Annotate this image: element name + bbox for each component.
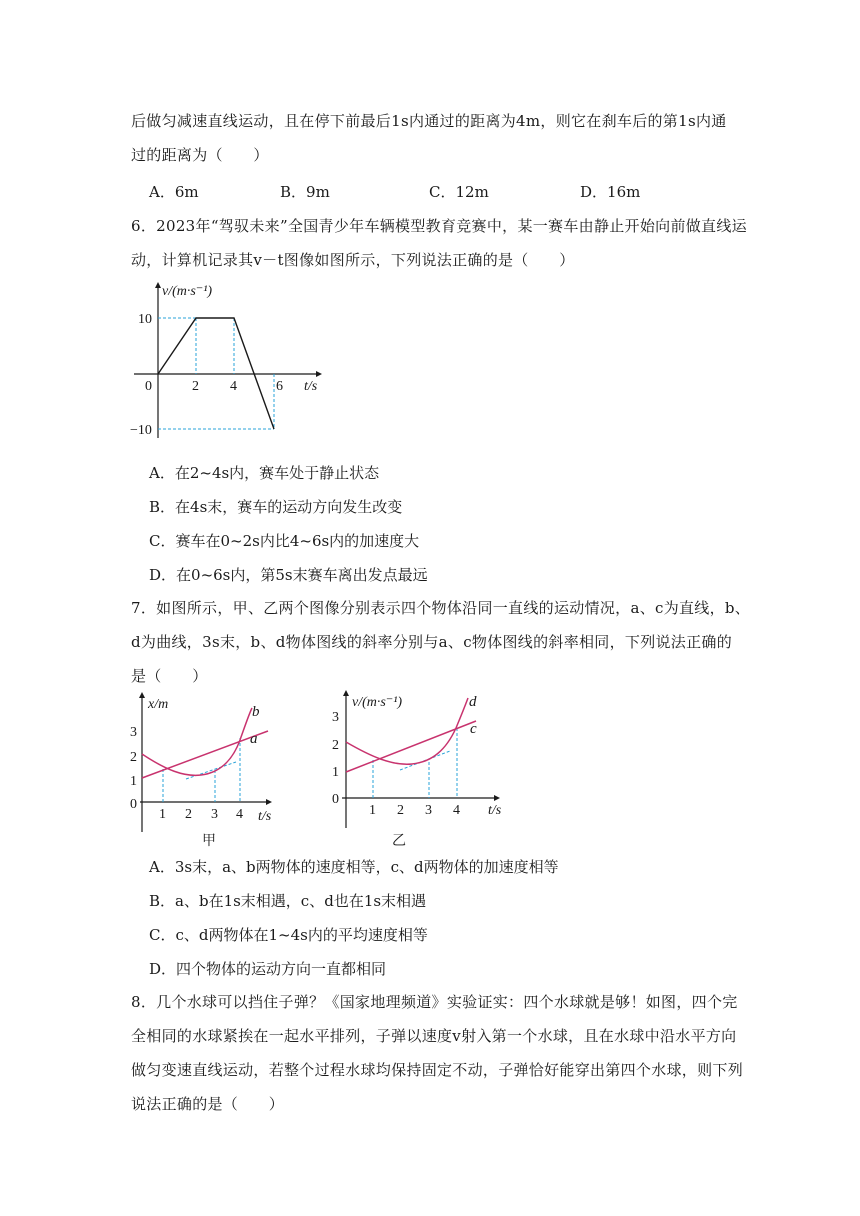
q6-xtick-label: 6 (276, 379, 283, 394)
q7-right-xtick: 2 (397, 803, 404, 818)
q7-right-ytick: 1 (332, 765, 339, 780)
q5-option-b[interactable]: B．9m (280, 183, 330, 201)
q6-x-arrow (316, 371, 322, 377)
q7-right-xtick: 4 (453, 803, 460, 818)
q6-vt-graph (126, 278, 326, 448)
q8-line-3: 做匀变速直线运动，若整个过程水球均保持固定不动，子弹恰好能穿出第四个水球，则下列 (131, 1061, 744, 1079)
q6-xtick-label: 4 (230, 379, 237, 394)
q7-left-ytick: 2 (130, 750, 137, 765)
q7-label-d: d (469, 694, 477, 710)
q7-xt-graph (126, 690, 286, 850)
q8-line-1: 8．几个水球可以挡住子弹？《国家地理频道》实验证实：四个水球就是够！如图，四个完 (131, 993, 738, 1011)
q7-right-y-label: v/(m·s⁻¹) (352, 695, 403, 710)
q7-left-xtick: 4 (236, 807, 243, 822)
q5-option-d[interactable]: D．16m (580, 183, 641, 201)
q7-left-x-arrow (266, 799, 272, 805)
q7-option-b[interactable]: B．a、b在1s末相遇，c、d也在1s末相遇 (149, 892, 427, 910)
q7-label-b: b (252, 704, 260, 720)
q7-line-3: 是（ ） (131, 667, 208, 685)
q7-label-c: c (470, 721, 477, 737)
q8-line-4: 说法正确的是（ ） (131, 1095, 285, 1113)
q7-left-caption: 甲 (202, 834, 216, 849)
q7-left-xtick: 1 (159, 807, 166, 822)
q5-line-2: 过的距离为（ ） (131, 146, 269, 164)
q7-right-ytick: 3 (332, 710, 339, 725)
q6-y-arrow (155, 282, 161, 288)
q5-option-c[interactable]: C．12m (429, 183, 489, 201)
q7-option-a[interactable]: A．3s末，a、b两物体的速度相等，c、d两物体的加速度相等 (149, 858, 559, 876)
q7-vt-graph (328, 688, 508, 852)
q7-left-xtick: 2 (185, 807, 192, 822)
q5-line-1: 后做匀减速直线运动，且在停下前最后1s内通过的距离为4m，则它在刹车后的第1s内通 (131, 112, 727, 130)
q7-right-ytick: 0 (332, 792, 339, 807)
q6-option-b[interactable]: B．在4s末，赛车的运动方向发生改变 (149, 498, 403, 516)
q6-line-1: 6．2023年“驾驭未来”全国青少年车辆模型教育竞赛中，某一赛车由静止开始向前做直线运 (131, 217, 747, 235)
q6-option-a[interactable]: A．在2~4s内，赛车处于静止状态 (149, 464, 380, 482)
q7-label-a: a (250, 731, 258, 747)
q7-left-xtick: 3 (211, 807, 218, 822)
q7-right-xtick: 3 (425, 803, 432, 818)
q7-left-tangent (186, 762, 236, 779)
q6-y-label: v/(m·s⁻¹) (162, 284, 213, 299)
q7-left-x-label: t/s (258, 809, 272, 824)
q5-option-a[interactable]: A．6m (149, 183, 199, 201)
q6-option-c[interactable]: C．赛车在0~2s内比4~6s内的加速度大 (149, 532, 420, 550)
q7-line-2: d为曲线，3s末，b、d物体图线的斜率分别与a、c物体图线的斜率相同，下列说法正确的 (131, 633, 732, 651)
q7-left-ytick: 0 (130, 797, 137, 812)
q6-ytick-label: 10 (138, 312, 152, 327)
q7-option-d[interactable]: D．四个物体的运动方向一直都相同 (149, 960, 387, 978)
q6-line-2: 动，计算机记录其v－t图像如图所示，下列说法正确的是（ ） (131, 251, 575, 269)
q7-right-xtick: 1 (369, 803, 376, 818)
q6-x-label: t/s (304, 379, 318, 394)
q7-left-ytick: 3 (130, 725, 137, 740)
q8-line-2: 全相同的水球紧挨在一起水平排列，子弹以速度v射入第一个水球，且在水球中沿水平方向 (131, 1027, 737, 1045)
q7-right-x-arrow (494, 795, 500, 801)
q7-left-ytick: 1 (130, 774, 137, 789)
q7-right-y-arrow (343, 690, 349, 696)
q7-left-y-arrow (139, 692, 145, 698)
q6-xtick-label: 2 (192, 379, 199, 394)
q7-right-x-label: t/s (488, 803, 502, 818)
q7-right-ytick: 2 (332, 738, 339, 753)
q7-right-caption: 乙 (392, 834, 406, 849)
q7-curve-b (142, 708, 252, 775)
q6-origin-label: 0 (145, 379, 152, 394)
q6-option-d[interactable]: D．在0~6s内，第5s末赛车离出发点最远 (149, 566, 428, 584)
q7-left-y-label: x/m (148, 697, 169, 712)
q7-option-c[interactable]: C．c、d两物体在1~4s内的平均速度相等 (149, 926, 428, 944)
q6-ytick-label: −10 (130, 423, 152, 438)
q7-line-1: 7．如图所示，甲、乙两个图像分别表示四个物体沿同一直线的运动情况，a、c为直线，b、 (131, 599, 751, 617)
